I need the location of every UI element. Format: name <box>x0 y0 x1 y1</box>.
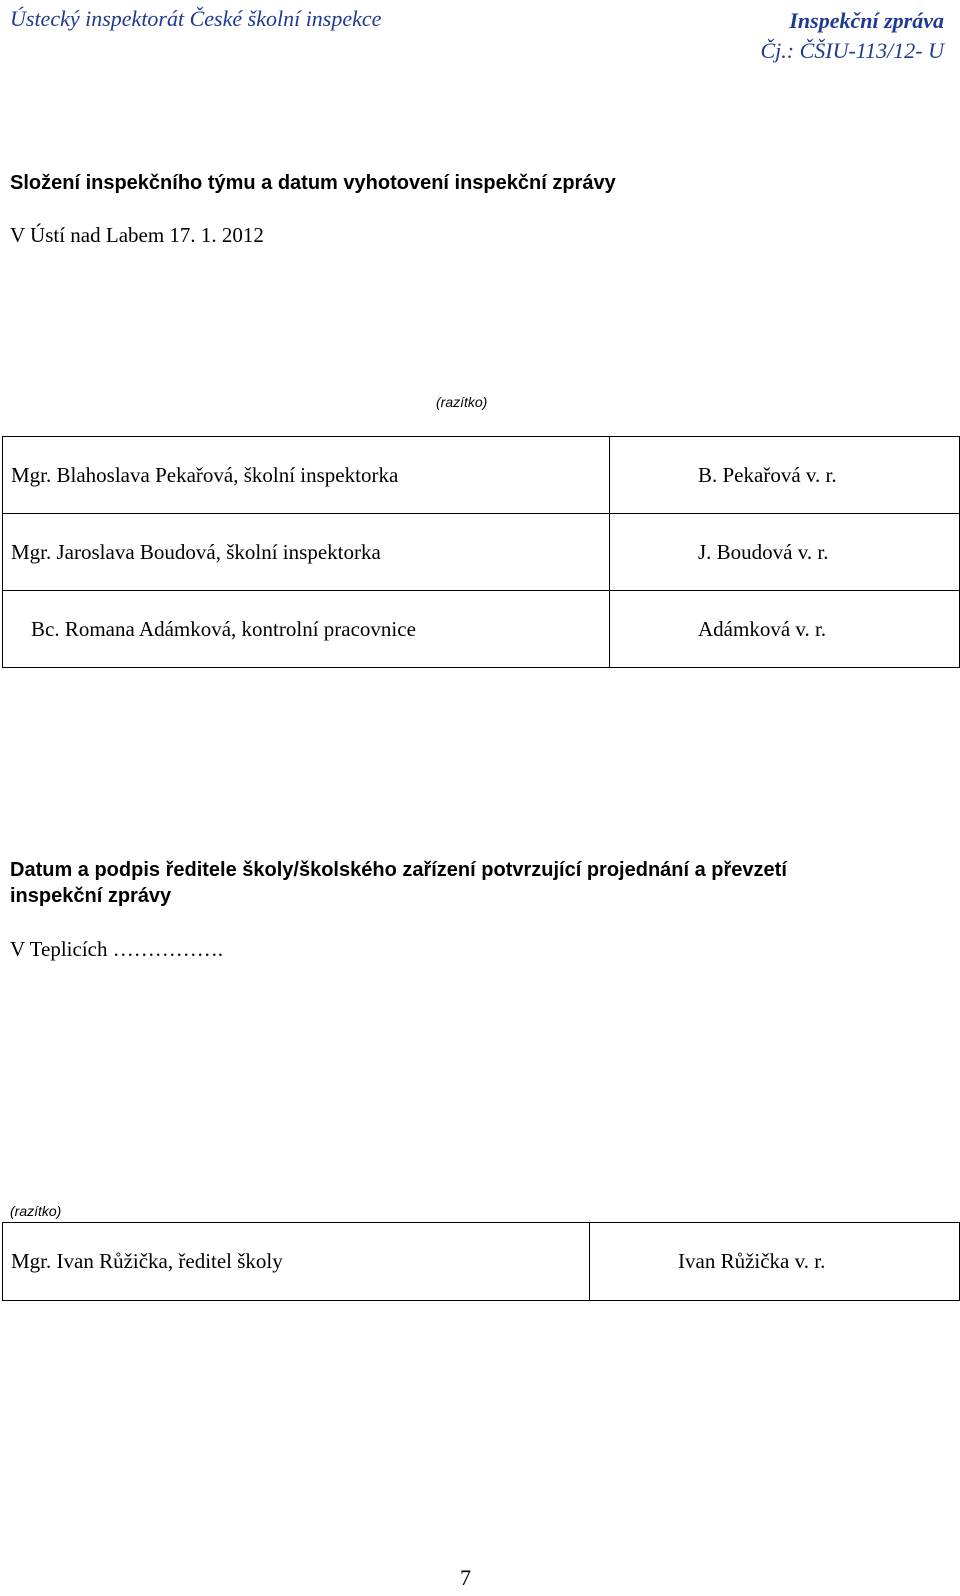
director-signature-table <box>2 1222 960 1301</box>
page-number: 7 <box>460 1565 471 1590</box>
team-member-name: Mgr. Jaroslava Boudová, školní inspektorka <box>3 514 610 591</box>
header-right <box>760 6 944 66</box>
team-member-signature: Adámková v. r. <box>610 591 960 668</box>
team-section-heading: Složení inspekčního týmu a datum vyhotovení inspekční zprávy <box>10 172 616 194</box>
team-member-signature: B. Pekařová v. r. <box>610 437 960 514</box>
team-member-name: Bc. Romana Adámková, kontrolní pracovnice <box>3 591 610 668</box>
team-signature-table <box>2 436 960 668</box>
team-member-name: Mgr. Blahoslava Pekařová, školní inspektorka <box>3 437 610 514</box>
director-place-date: V Teplicích ……………. <box>10 937 223 961</box>
director-signature: Ivan Růžička v. r. <box>590 1223 960 1301</box>
header-ref-number: Čj.: ČŠIU-113/12- U <box>760 38 944 63</box>
team-stamp-label: (razítko) <box>436 394 488 410</box>
director-stamp-label: (razítko) <box>10 1203 62 1219</box>
team-row <box>3 591 960 668</box>
team-place-date: V Ústí nad Labem 17. 1. 2012 <box>10 223 264 247</box>
header-organization: Ústecký inspektorát České školní inspekce <box>10 6 382 31</box>
header-doc-type: Inspekční zpráva <box>789 8 944 33</box>
team-row <box>3 514 960 591</box>
team-row <box>3 437 960 514</box>
director-row <box>3 1223 960 1301</box>
director-heading-line2: inspekční zprávy <box>10 885 172 907</box>
director-name: Mgr. Ivan Růžička, ředitel školy <box>3 1223 590 1301</box>
team-member-signature: J. Boudová v. r. <box>610 514 960 591</box>
director-heading-line1: Datum a podpis ředitele školy/školského zařízení potvrzující projednání a převzetí <box>10 859 787 881</box>
director-section-heading <box>10 857 787 909</box>
